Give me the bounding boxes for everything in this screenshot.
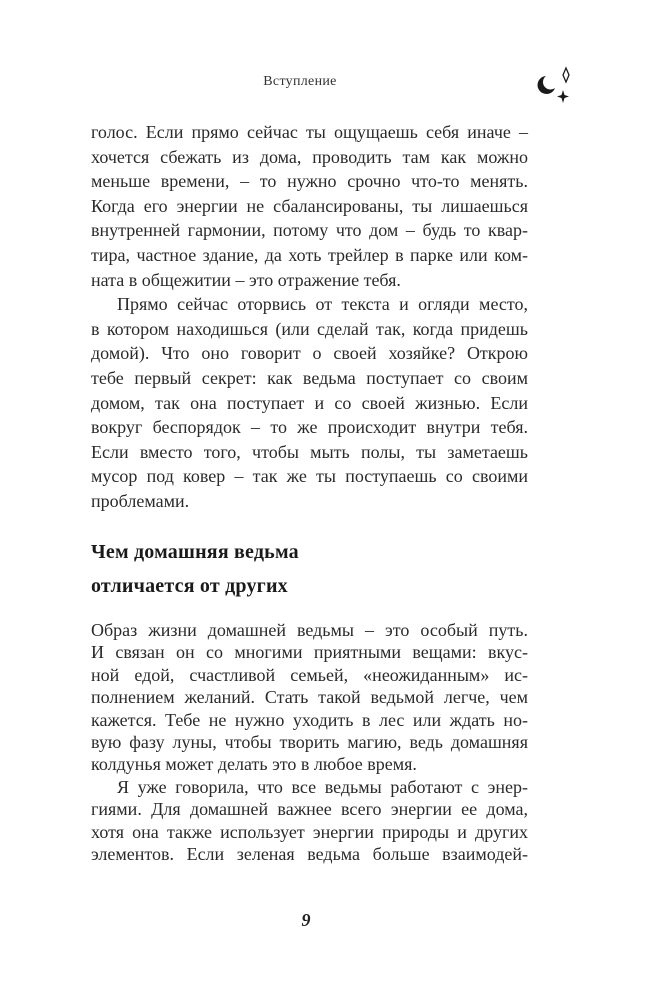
paragraph-line: в котором находишься (или сделай так, когда придешь: [91, 318, 528, 339]
paragraph-line: вокруг беспорядок – то же происходит внутри тебя.: [91, 417, 528, 438]
paragraph-line: тира, частное здание, да хоть трейлер в парке или ком-: [91, 244, 528, 265]
moon-and-stars-icon: [536, 66, 580, 106]
paragraph-line: домом, так она поступает и со своей жизнью. Если: [91, 392, 528, 413]
paragraph-line: гиями. Для домашней важнее всего энергии ее дома,: [91, 799, 528, 820]
paragraph-line: меньше времени, – то нужно срочно что-то менять.: [91, 171, 528, 192]
paragraph-line: хотя она также использует энергии природы и других: [91, 821, 528, 842]
paragraph-line: внутренней гармонии, потому что дом – будь то квар-: [91, 220, 528, 241]
paragraph-line: Прямо сейчас оторвись от текста и огляди место,: [117, 294, 528, 315]
paragraph-line: мусор под ковер – так же ты поступаешь со своими: [91, 466, 528, 487]
paragraph-line: тебе первый секрет: как ведьма поступает со своим: [91, 367, 528, 388]
paragraph-line: Когда его энергии не сбалансированы, ты лишаешься: [91, 195, 528, 216]
paragraph-line: домой). Что оно говорит о своей хозяйке? Открою: [91, 343, 528, 364]
paragraph-line: Если вместо того, чтобы мыть полы, ты заметаешь: [91, 441, 528, 462]
paragraph-line: ной едой, счастливой семьей, «неожиданным» ис-: [91, 664, 528, 685]
paragraph-line: Образ жизни домашней ведьмы – это особый путь.: [91, 620, 528, 640]
paragraph-line: хочется сбежать из дома, проводить там как можно: [91, 146, 528, 167]
paragraph-line: Я уже говорила, что все ведьмы работают с энер-: [117, 776, 528, 797]
paragraph-line: голос. Если прямо сейчас ты ощущаешь себя иначе –: [91, 122, 528, 142]
running-head: Вступление: [263, 74, 337, 89]
paragraph-line: элементов. Если зеленая ведьма больше взаимодей-: [91, 843, 528, 864]
page-number: 9: [301, 910, 311, 930]
section-1-text: [91, 120, 528, 514]
paragraph-line: полнением желаний. Стать такой ведьмой легче, чем: [91, 687, 528, 708]
section-2-text: [91, 619, 528, 865]
paragraph-line: колдунья может делать это в любое время.: [91, 754, 417, 775]
paragraph-line: проблемами.: [91, 490, 190, 511]
paragraph-line: вую фазу луны, чтобы творить магию, ведь домашняя: [91, 731, 528, 752]
section-heading-line-2: отличается от других: [91, 575, 288, 597]
section-heading-line-1: Чем домашняя ведьма: [91, 541, 299, 563]
paragraph-line: И связан он со многими приятными вещами: вкус-: [91, 642, 528, 663]
paragraph-line: ната в общежитии – это отражение тебя.: [91, 269, 401, 290]
paragraph-line: кажется. Тебе не нужно уходить в лес или ждать но-: [91, 709, 528, 730]
